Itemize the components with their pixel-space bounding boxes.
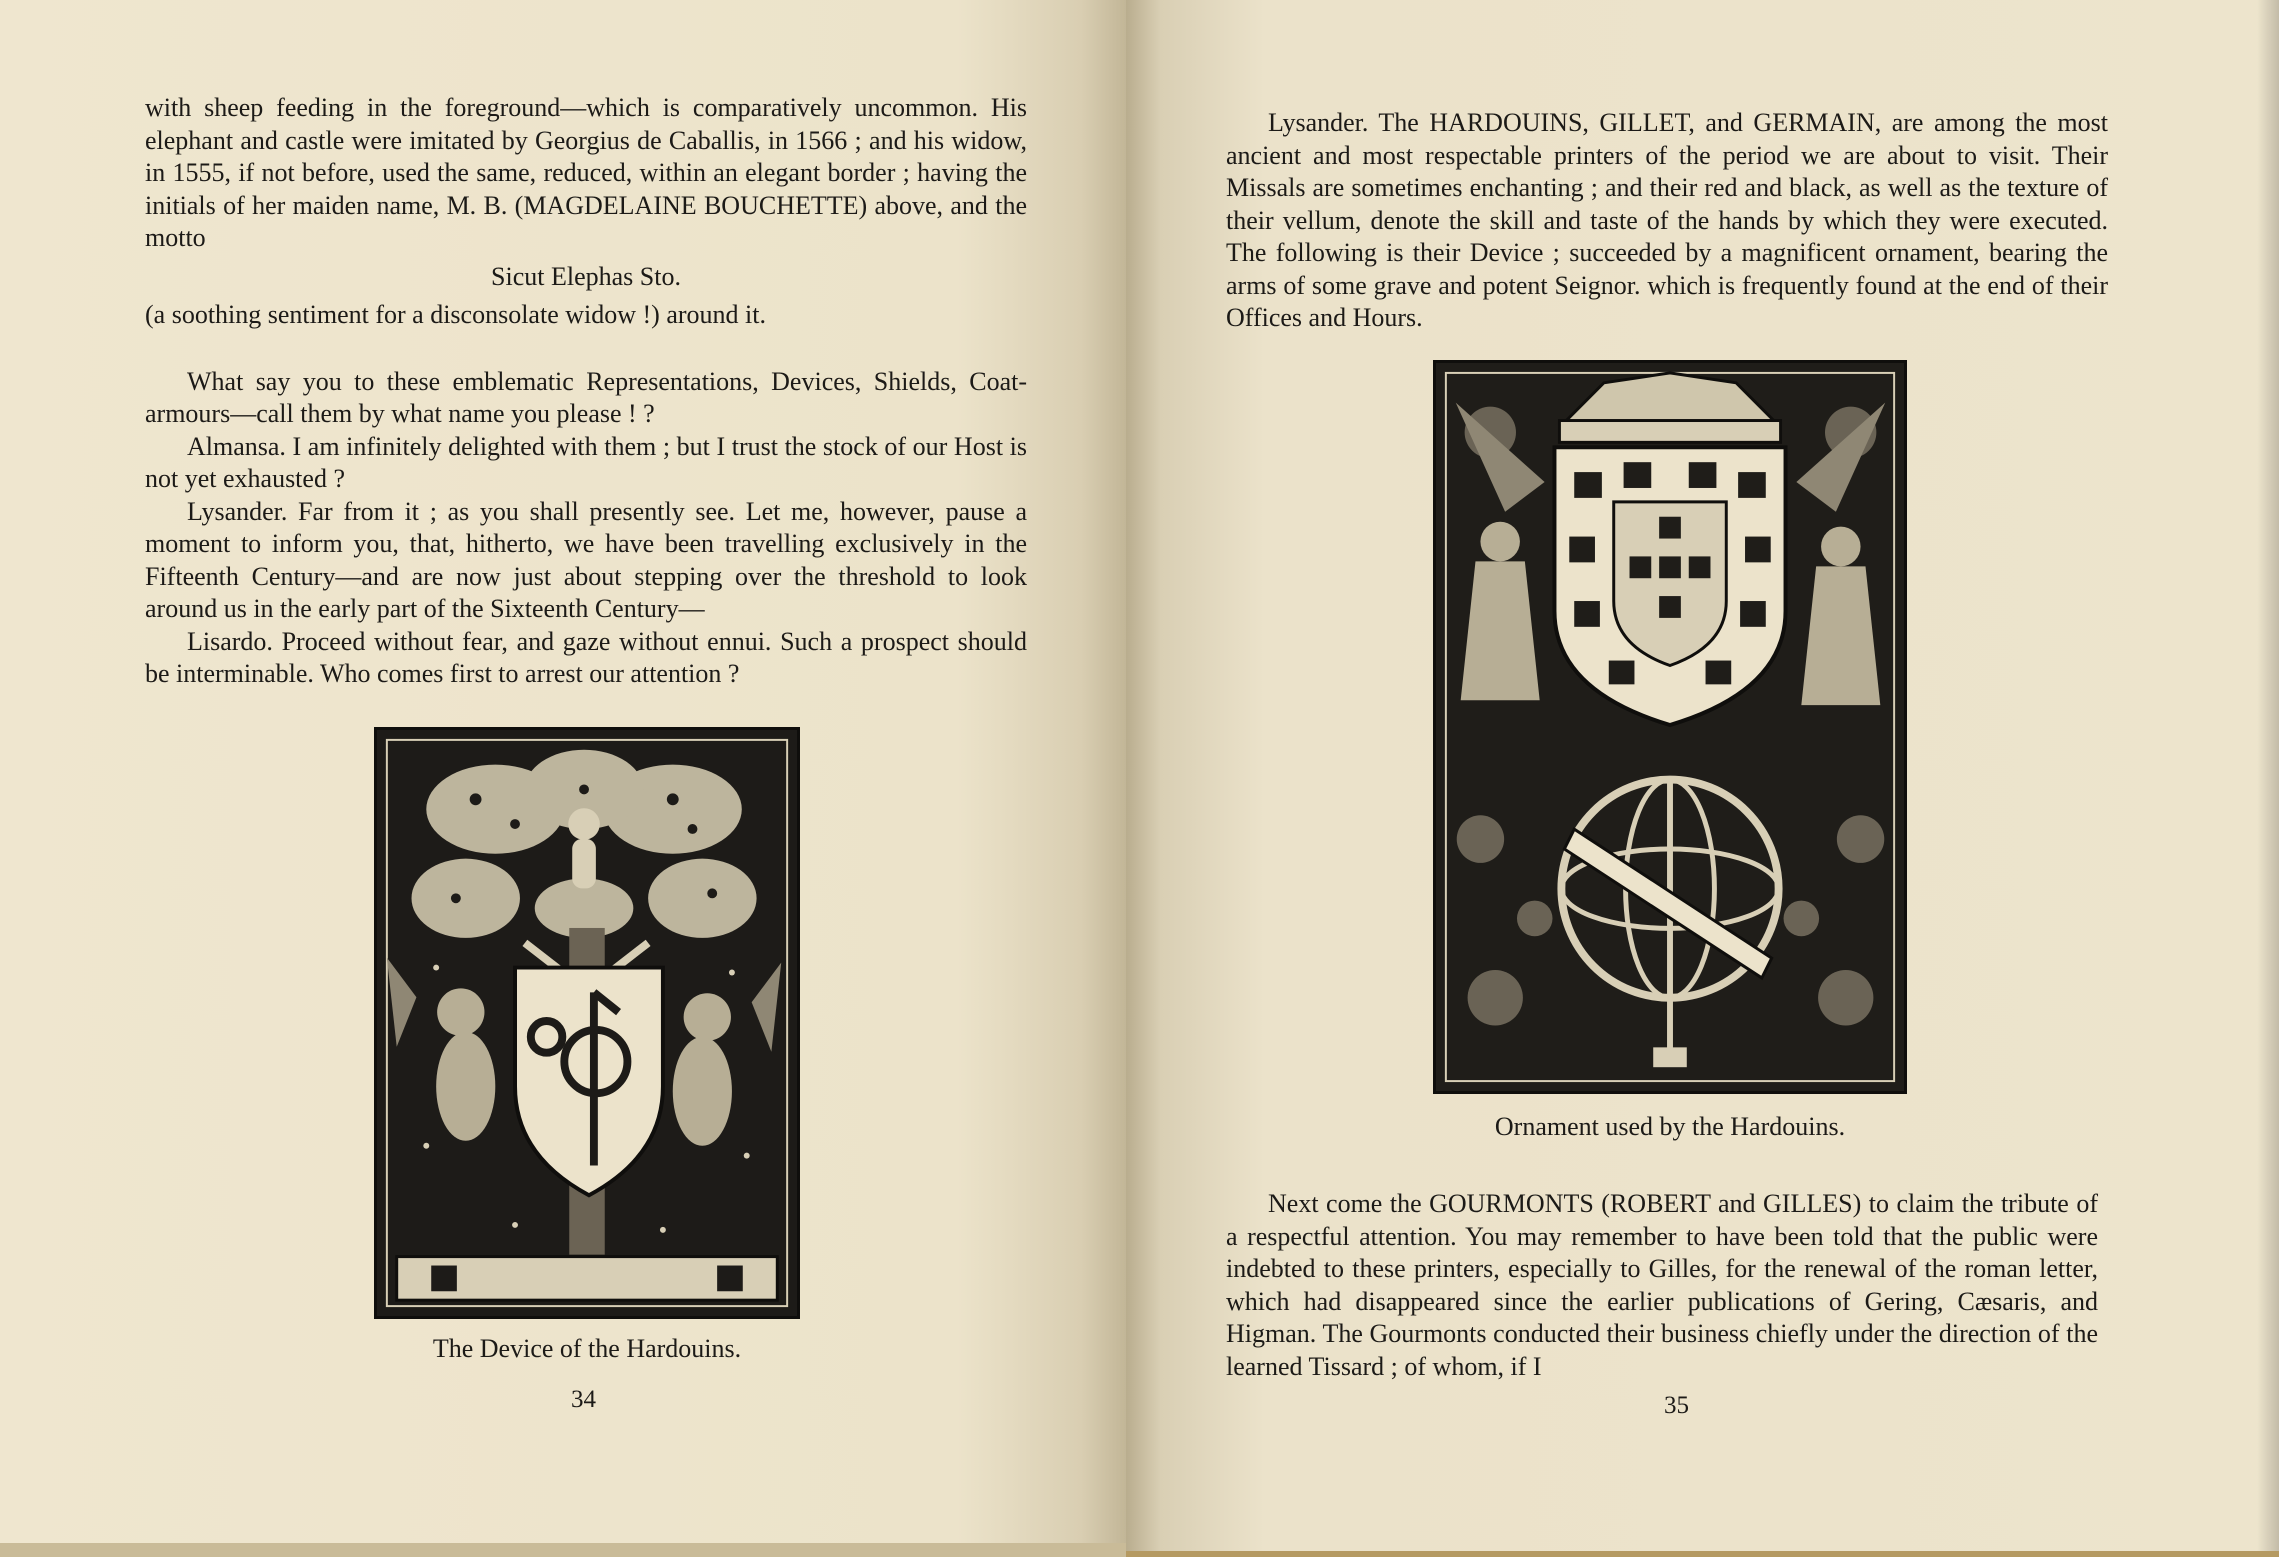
page-number-left: 34: [571, 1386, 596, 1413]
right-page-text-top: [1226, 107, 2108, 335]
device-illustration: [377, 730, 797, 1316]
hardouins-device-woodcut: [374, 727, 800, 1319]
page-number-right: 35: [1664, 1392, 1689, 1419]
figure-caption-ornament: Ornament used by the Hardouins.: [1494, 1112, 1846, 1141]
left-page-text: [145, 92, 1027, 691]
paragraph: Next come the GOURMONTS (ROBERT and GILLES) to claim the tribute of a respectful attention. You may remember to have been told that the public were indebted to these printers, especially to Gilles, for the renewal of the roman letter, which had disappeared since the earlier publications of Gering, Cæsaris, and Higman. The Gourmonts conducted their business chiefly under the direction of the learned Tissard ; of whom, if I: [1226, 1189, 2098, 1381]
motto-line: Sicut Elephas Sto.: [491, 261, 681, 291]
paragraph: with sheep feeding in the foreground—which is comparatively uncommon. His elephant and castle were imitated by Georgius de Caballis, in 1566 ; and his widow, in 1555, if not before, used the same, reduced, within an elegant border ; having the initials of her maiden name, M. B. (MAGDELAINE BOUCHETTE) above, and the motto: [145, 93, 1027, 252]
paragraph: Lysander. Far from it ; as you shall presently see. Let me, however, pause a moment to inform you, that, hitherto, we have been travelling exclusively in the Fifteenth Century—and are now just about stepping over the threshold to look around us in the early part of the Sixteenth Century—: [145, 496, 1027, 623]
paragraph: Lisardo. Proceed without fear, and gaze without ennui. Such a prospect should be interminable. Who comes first to arrest our attention ?: [145, 626, 1027, 688]
paragraph: Lysander. The HARDOUINS, GILLET, and GERMAIN, are among the most ancient and most respectable printers of the period we are about to visit. Their Missals are sometimes enchanting ; and their red and black, as well as the texture of their vellum, denote the skill and taste of the hands by which they were executed. The following is their Device ; succeeded by a magnificent ornament, bearing the arms of some grave and potent Seignor. which is frequently found at the end of their Offices and Hours.: [1226, 108, 2108, 332]
right-page-text-bottom: [1226, 1188, 2098, 1383]
paragraph: What say you to these emblematic Representations, Devices, Shields, Coat-armours—call them by what name you please ! ?: [145, 366, 1027, 428]
hardouins-ornament-woodcut: [1433, 360, 1907, 1094]
left-page: [0, 0, 1126, 1557]
figure-caption-device: The Device of the Hardouins.: [432, 1334, 742, 1363]
ornament-illustration: [1436, 363, 1904, 1091]
paragraph: Almansa. I am infinitely delighted with them ; but I trust the stock of our Host is not yet exhausted ?: [145, 431, 1027, 493]
paragraph: (a soothing sentiment for a disconsolate widow !) around it.: [145, 300, 766, 329]
right-page: [1126, 0, 2279, 1557]
